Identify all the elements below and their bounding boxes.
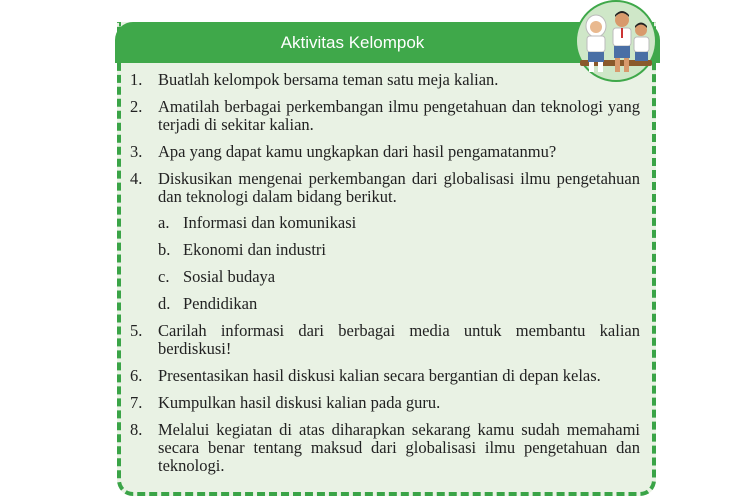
- sub-item-letter: a.: [158, 213, 170, 232]
- item-number: 5.: [130, 321, 143, 340]
- item-number: 6.: [130, 366, 143, 385]
- list-item: [130, 71, 640, 89]
- item-text: Diskusikan mengenai perkembangan dari globalisasi ilmu pengetahuan dan teknologi dalam bidang berikut.: [158, 169, 640, 206]
- sub-item-letter: d.: [158, 294, 171, 313]
- item-number: 2.: [130, 97, 143, 116]
- sub-item-text: Ekonomi dan industri: [183, 240, 326, 259]
- sub-item-letter: b.: [158, 240, 171, 259]
- list-item: [130, 98, 640, 134]
- list-item: [130, 143, 640, 161]
- item-text: Buatlah kelompok bersama teman satu meja kalian.: [158, 70, 499, 89]
- students-group-icon: [574, 0, 658, 82]
- sub-item-text: Informasi dan komunikasi: [183, 213, 357, 232]
- list-item: [130, 322, 640, 358]
- list-item: [130, 367, 640, 385]
- item-text: Amatilah berbagai perkembangan ilmu pengetahuan dan teknologi yang terjadi di sekitar kalian.: [158, 97, 640, 134]
- list-item: [130, 421, 640, 475]
- sub-item-text: Sosial budaya: [183, 267, 276, 286]
- item-number: 4.: [130, 169, 143, 188]
- sub-list: [158, 214, 640, 313]
- item-number: 1.: [130, 70, 143, 89]
- sub-list-item: [158, 295, 640, 313]
- item-text: Presentasikan hasil diskusi kalian secara bergantian di depan kelas.: [158, 366, 601, 385]
- item-number: 3.: [130, 142, 143, 161]
- item-text: Apa yang dapat kamu ungkapkan dari hasil pengamatanmu?: [158, 142, 557, 161]
- activity-list: [130, 71, 640, 484]
- item-number: 7.: [130, 393, 143, 412]
- item-number: 8.: [130, 420, 143, 439]
- item-text: Carilah informasi dari berbagai media untuk membantu kalian berdiskusi!: [158, 321, 640, 358]
- list-item: [130, 394, 640, 412]
- item-text: Melalui kegiatan di atas diharapkan sekarang kamu sudah memahami secara benar tentang maksud dari globalisasi ilmu pengetahuan dan teknologi.: [158, 420, 640, 475]
- sub-list-item: [158, 214, 640, 232]
- sub-list-item: [158, 241, 640, 259]
- sub-item-text: Pendidikan: [183, 294, 258, 313]
- activity-title: Aktivitas Kelompok: [280, 32, 425, 52]
- item-text: Kumpulkan hasil diskusi kalian pada guru.: [158, 393, 441, 412]
- sub-list-item: [158, 268, 640, 286]
- sub-item-letter: c.: [158, 267, 170, 286]
- list-item: [130, 170, 640, 313]
